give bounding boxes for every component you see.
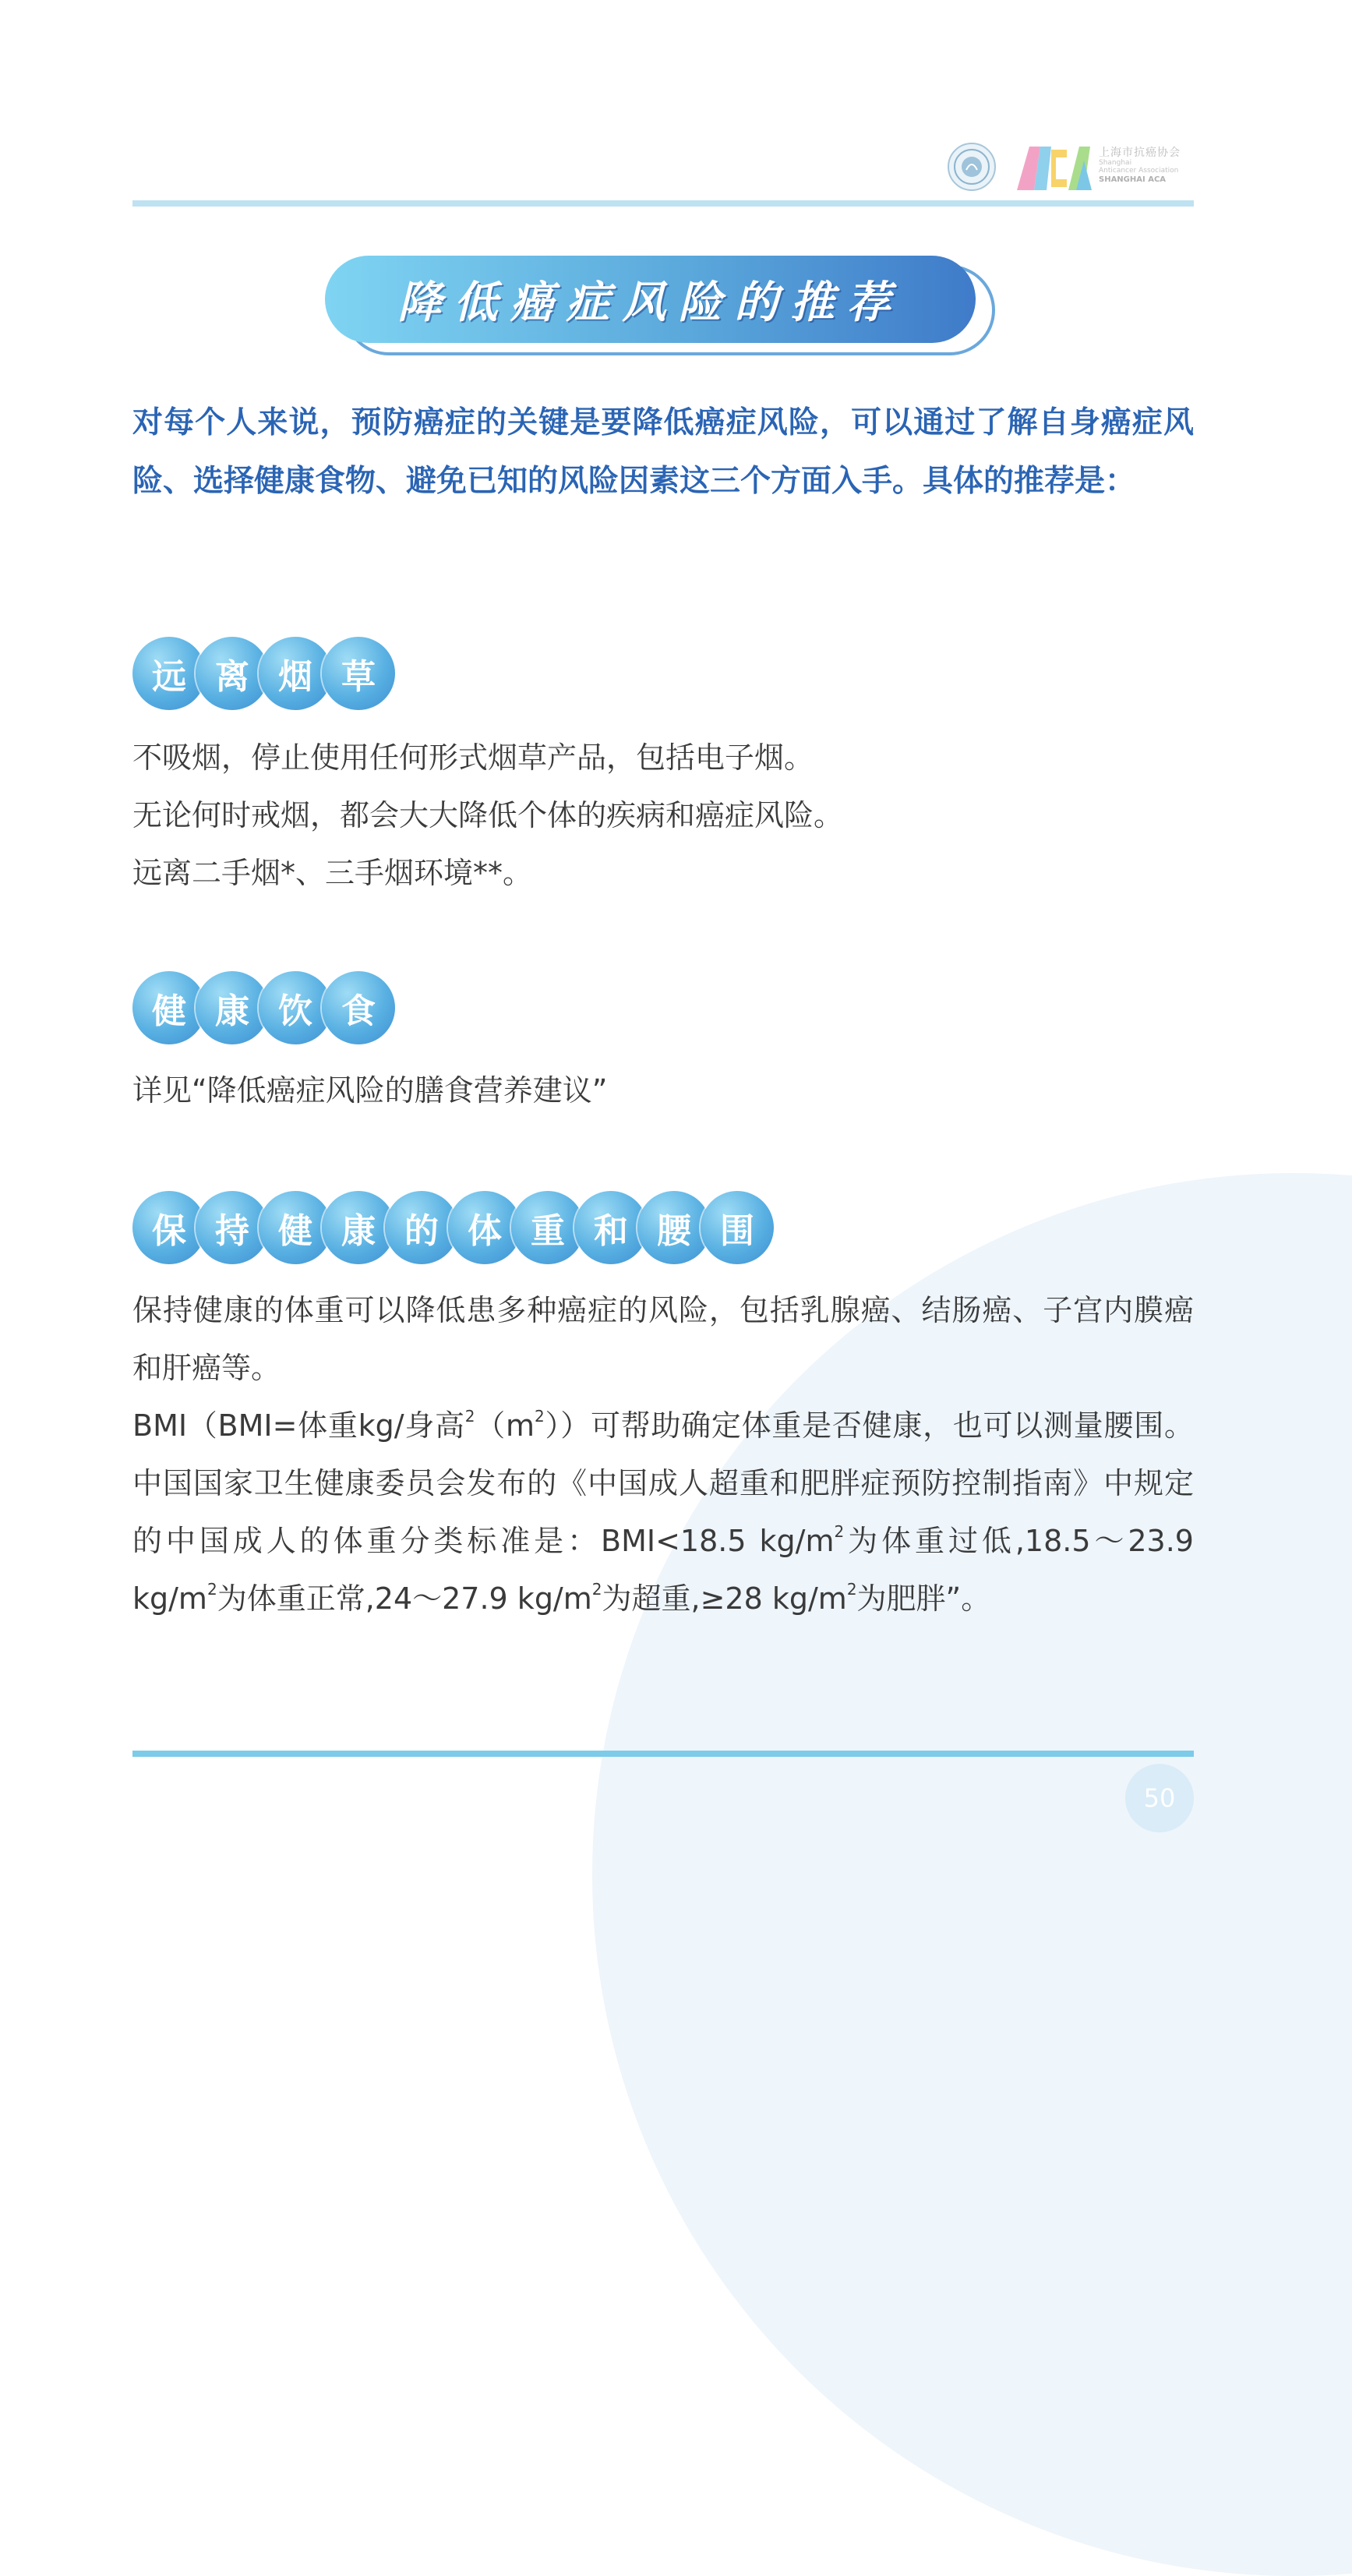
superscript: 2: [834, 1522, 845, 1541]
heading-char: 围: [701, 1191, 774, 1264]
body-line: 详见“降低癌症风险的膳食营养建议”: [132, 1073, 608, 1108]
heading-char: 健: [259, 1191, 332, 1264]
section-body-diet: [132, 1062, 1194, 1119]
bmi-text: BMI（BMI=体重kg/身高: [132, 1408, 465, 1443]
top-divider: [132, 200, 1194, 207]
heading-char: 腰: [637, 1191, 711, 1264]
heading-char: 持: [196, 1191, 269, 1264]
heading-char: 的: [385, 1191, 458, 1264]
bmi-text: 为超重,≥28 kg/m: [602, 1581, 847, 1616]
bmi-text: ））可帮助确定体重是否健康，也可以测量腰围。中国国家卫生健康委员会发布的《中国成人超重和肥胖症预防控制指南》中规定的中国成人的体重分类标准是：BMI<18.5 kg/m: [132, 1408, 1194, 1558]
section-heading-tobacco: [132, 637, 385, 710]
section-body-tobacco: [132, 729, 1194, 902]
association-name: [1099, 147, 1181, 184]
heading-char: 草: [322, 637, 395, 710]
heading-char: 康: [322, 1191, 395, 1264]
heading-char: 饮: [259, 971, 332, 1044]
title-banner-pill: [325, 256, 976, 343]
bmi-text: 为体重正常,24～27.9 kg/m: [217, 1581, 592, 1616]
bottom-divider: [132, 1751, 1194, 1757]
heading-char: 食: [322, 971, 395, 1044]
heading-char: 体: [448, 1191, 521, 1264]
bmi-text: 为肥胖”。: [856, 1581, 991, 1616]
bmi-text: （m: [475, 1408, 535, 1443]
heading-char: 烟: [259, 637, 332, 710]
section-heading-diet: [132, 971, 385, 1044]
page-number: 50: [1125, 1764, 1194, 1832]
heading-char: 保: [132, 1191, 206, 1264]
bmi-paragraph: [132, 1397, 1194, 1627]
heading-char: 离: [196, 637, 269, 710]
superscript: 2: [464, 1407, 475, 1426]
association-en-1: Shanghai: [1099, 159, 1132, 168]
body-line: 远离二手烟*、三手烟环境**。: [132, 856, 533, 890]
header-logos: [947, 139, 1196, 197]
section-body-weight: [132, 1281, 1194, 1627]
heading-char: 康: [196, 971, 269, 1044]
association-seal-icon: [947, 142, 997, 192]
association-cn: 上海市抗癌协会: [1099, 147, 1181, 159]
superscript: 2: [846, 1580, 857, 1599]
association-en-3: SHANGHAI ACA: [1099, 175, 1167, 184]
intro-paragraph: 对每个人来说，预防癌症的关键是要降低癌症风险，可以通过了解自身癌症风险、选择健康食物、避免已知的风险因素这三个方面入手。具体的推荐是：: [132, 405, 1194, 499]
heading-char: 健: [132, 971, 206, 1044]
aca-logo-icon: [1017, 147, 1092, 190]
heading-char: 重: [511, 1191, 584, 1264]
superscript: 2: [535, 1407, 545, 1426]
superscript: 2: [591, 1580, 602, 1599]
body-line: 无论何时戒烟，都会大大降低个体的疾病和癌症风险。: [132, 798, 844, 832]
superscript: 2: [207, 1580, 217, 1599]
weight-paragraph: 保持健康的体重可以降低患多种癌症的风险，包括乳腺癌、结肠癌、子宫内膜癌和肝癌等。: [132, 1293, 1194, 1385]
heading-char: 和: [574, 1191, 648, 1264]
heading-char: 远: [132, 637, 206, 710]
body-line: 不吸烟，停止使用任何形式烟草产品，包括电子烟。: [132, 740, 814, 775]
bmi-text: 为体重过低,18.5～23.9 kg/m: [132, 1524, 1194, 1616]
association-en-2: Anticancer Association: [1099, 167, 1179, 175]
page-title: 降低癌症风险的推荐: [397, 277, 903, 328]
section-heading-weight: [132, 1191, 764, 1264]
title-banner: [325, 256, 995, 355]
